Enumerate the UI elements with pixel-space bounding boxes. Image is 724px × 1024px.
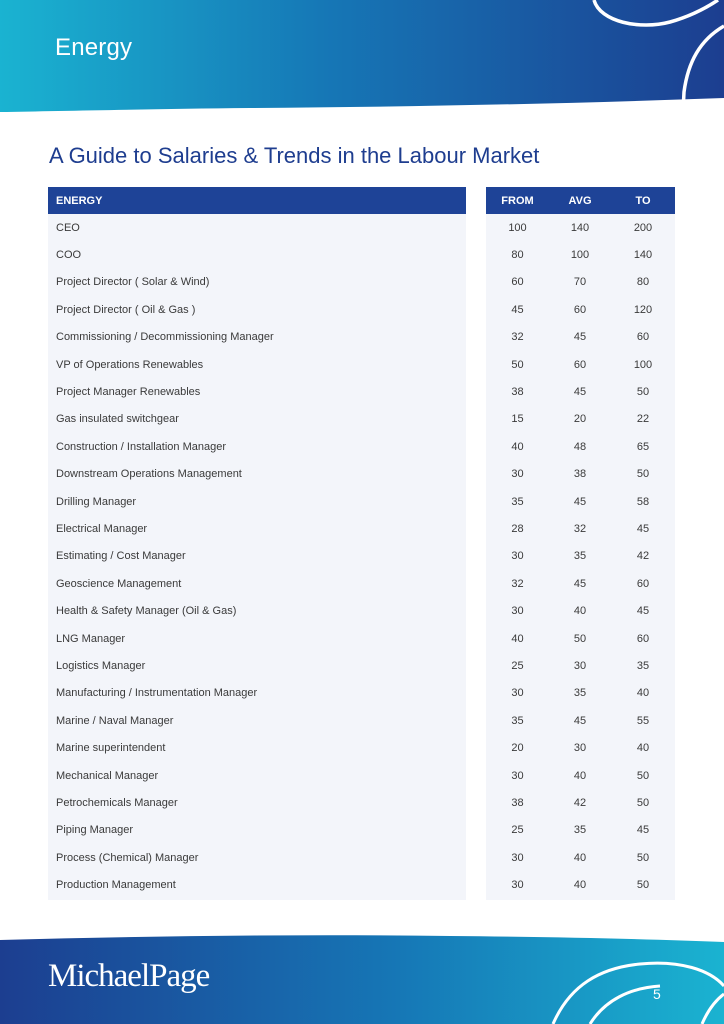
cell-to: 50	[636, 796, 650, 809]
table-row-values	[486, 597, 675, 624]
table-header-avg: AVG	[568, 194, 592, 207]
table-row-role: Geoscience Management	[56, 577, 182, 590]
cell-avg: 45	[573, 495, 587, 508]
cell-to: 45	[636, 522, 650, 535]
cell-to: 60	[636, 577, 650, 590]
cell-avg: 42	[573, 796, 587, 809]
table-row-values	[486, 461, 675, 488]
cell-from: 45	[511, 303, 524, 316]
cell-from: 30	[511, 468, 524, 481]
cell-to: 100	[633, 358, 653, 371]
table-row-role: Project Manager Renewables	[56, 386, 201, 399]
guide-title: A Guide to Salaries & Trends in the Labour Market	[49, 143, 540, 168]
page-section-title: Energy	[55, 34, 133, 61]
table-header-values	[486, 187, 675, 214]
cell-to: 200	[633, 221, 653, 234]
cell-from: 80	[511, 249, 524, 262]
cell-from: 15	[511, 413, 524, 426]
cell-to: 35	[636, 659, 650, 672]
cell-to: 80	[636, 276, 650, 289]
table-row-values	[486, 241, 675, 268]
cell-from: 30	[511, 550, 524, 563]
table-row-values	[486, 652, 675, 679]
table-row-role: Petrochemicals Manager	[56, 796, 178, 809]
cell-to: 55	[636, 714, 650, 727]
table-row-values	[486, 817, 675, 844]
cell-to: 50	[636, 769, 650, 782]
cell-avg: 35	[573, 687, 587, 700]
cell-from: 25	[511, 659, 524, 672]
cell-to: 58	[636, 495, 650, 508]
cell-avg: 48	[573, 440, 587, 453]
table-row-values	[486, 269, 675, 296]
table-row-values	[486, 214, 675, 241]
table-row-values	[486, 378, 675, 405]
page-number: 5	[653, 986, 661, 1002]
cell-to: 45	[636, 824, 650, 837]
cell-avg: 32	[573, 522, 587, 535]
table-row-role: Project Director ( Solar & Wind)	[56, 276, 210, 289]
table-row-values	[486, 625, 675, 652]
table-header-to: TO	[635, 194, 651, 207]
table-row-values	[486, 406, 675, 433]
cell-avg: 40	[573, 851, 587, 864]
table-row-values	[486, 844, 675, 871]
table-row-values	[486, 543, 675, 570]
table-row-role: Production Management	[56, 879, 176, 892]
cell-avg: 38	[573, 468, 587, 481]
michael-page-logo: MichaelPage	[48, 958, 210, 994]
cell-from: 100	[508, 221, 527, 234]
cell-avg: 50	[573, 632, 587, 645]
cell-from: 25	[511, 824, 524, 837]
table-row-values	[486, 488, 675, 515]
table-row-role: CEO	[56, 221, 80, 234]
cell-to: 50	[636, 851, 650, 864]
header-banner	[0, 0, 724, 112]
table-row-values	[486, 871, 675, 898]
cell-from: 32	[511, 577, 524, 590]
cell-from: 40	[511, 440, 524, 453]
cell-to: 50	[636, 879, 650, 892]
cell-from: 28	[511, 522, 524, 535]
cell-avg: 35	[573, 824, 587, 837]
table-row-role: Downstream Operations Management	[56, 468, 242, 481]
cell-avg: 20	[573, 413, 587, 426]
cell-from: 30	[511, 687, 524, 700]
cell-from: 30	[511, 879, 524, 892]
table-row-role: Health & Safety Manager (Oil & Gas)	[56, 605, 237, 618]
cell-from: 60	[511, 276, 524, 289]
table-row-role: Commissioning / Decommissioning Manager	[56, 331, 274, 344]
cell-avg: 60	[573, 303, 587, 316]
values-body	[486, 214, 675, 900]
cell-from: 30	[511, 851, 524, 864]
table-row-role: Piping Manager	[56, 824, 134, 837]
table-row-values	[486, 707, 675, 734]
table-row-role: Process (Chemical) Manager	[56, 851, 199, 864]
table-row-role: COO	[56, 249, 82, 262]
table-row-role: Construction / Installation Manager	[56, 440, 226, 453]
cell-avg: 45	[573, 714, 587, 727]
table-row-role: Gas insulated switchgear	[56, 413, 179, 426]
cell-from: 50	[511, 358, 524, 371]
cell-from: 35	[511, 714, 524, 727]
table-row-values	[486, 570, 675, 597]
cell-to: 40	[636, 687, 650, 700]
table-row-values	[486, 762, 675, 789]
table-row-role: Drilling Manager	[56, 495, 137, 508]
table-row-values	[486, 296, 675, 323]
cell-avg: 140	[570, 221, 590, 234]
roles-body	[48, 214, 466, 900]
cell-avg: 30	[573, 742, 587, 755]
cell-to: 22	[636, 413, 650, 426]
cell-avg: 70	[573, 276, 587, 289]
table-row-values	[486, 680, 675, 707]
table-header-from: FROM	[501, 194, 534, 207]
table-row-role: Marine superintendent	[56, 742, 166, 755]
salary-table-roles	[48, 187, 466, 900]
table-row-role: Project Director ( Oil & Gas )	[56, 303, 196, 316]
table-row-values	[486, 734, 675, 761]
table-row-values	[486, 433, 675, 460]
cell-from: 30	[511, 605, 524, 618]
cell-to: 40	[636, 742, 650, 755]
cell-avg: 35	[573, 550, 587, 563]
cell-avg: 45	[573, 331, 587, 344]
salary-table-values	[486, 187, 675, 900]
cell-to: 45	[636, 605, 650, 618]
cell-from: 38	[511, 386, 524, 399]
table-row-role: LNG Manager	[56, 632, 126, 645]
cell-from: 32	[511, 331, 524, 344]
table-row-role: Electrical Manager	[56, 522, 148, 535]
table-row-values	[486, 324, 675, 351]
cell-avg: 45	[573, 577, 587, 590]
cell-avg: 40	[573, 769, 587, 782]
cell-to: 50	[636, 468, 650, 481]
cell-to: 42	[636, 550, 650, 563]
cell-avg: 45	[573, 386, 587, 399]
cell-avg: 60	[573, 358, 587, 371]
table-row-values	[486, 515, 675, 542]
cell-to: 60	[636, 331, 650, 344]
cell-from: 38	[511, 796, 524, 809]
table-row-role: VP of Operations Renewables	[56, 358, 204, 371]
cell-to: 65	[636, 440, 650, 453]
table-row-values	[486, 351, 675, 378]
cell-avg: 100	[570, 249, 590, 262]
cell-from: 40	[511, 632, 524, 645]
table-row-role: Manufacturing / Instrumentation Manager	[56, 687, 258, 700]
table-row-role: Marine / Naval Manager	[56, 714, 174, 727]
table-header-role: ENERGY	[48, 187, 466, 214]
cell-to: 50	[636, 386, 650, 399]
table-row-role: Logistics Manager	[56, 659, 146, 672]
cell-avg: 30	[573, 659, 587, 672]
cell-avg: 40	[573, 879, 587, 892]
cell-to: 60	[636, 632, 650, 645]
cell-avg: 40	[573, 605, 587, 618]
cell-to: 140	[633, 249, 653, 262]
table-row-role: Estimating / Cost Manager	[56, 550, 186, 563]
cell-from: 20	[511, 742, 524, 755]
cell-from: 30	[511, 769, 524, 782]
cell-to: 120	[633, 303, 653, 316]
cell-from: 35	[511, 495, 524, 508]
table-row-values	[486, 789, 675, 816]
table-row-role: Mechanical Manager	[56, 769, 159, 782]
